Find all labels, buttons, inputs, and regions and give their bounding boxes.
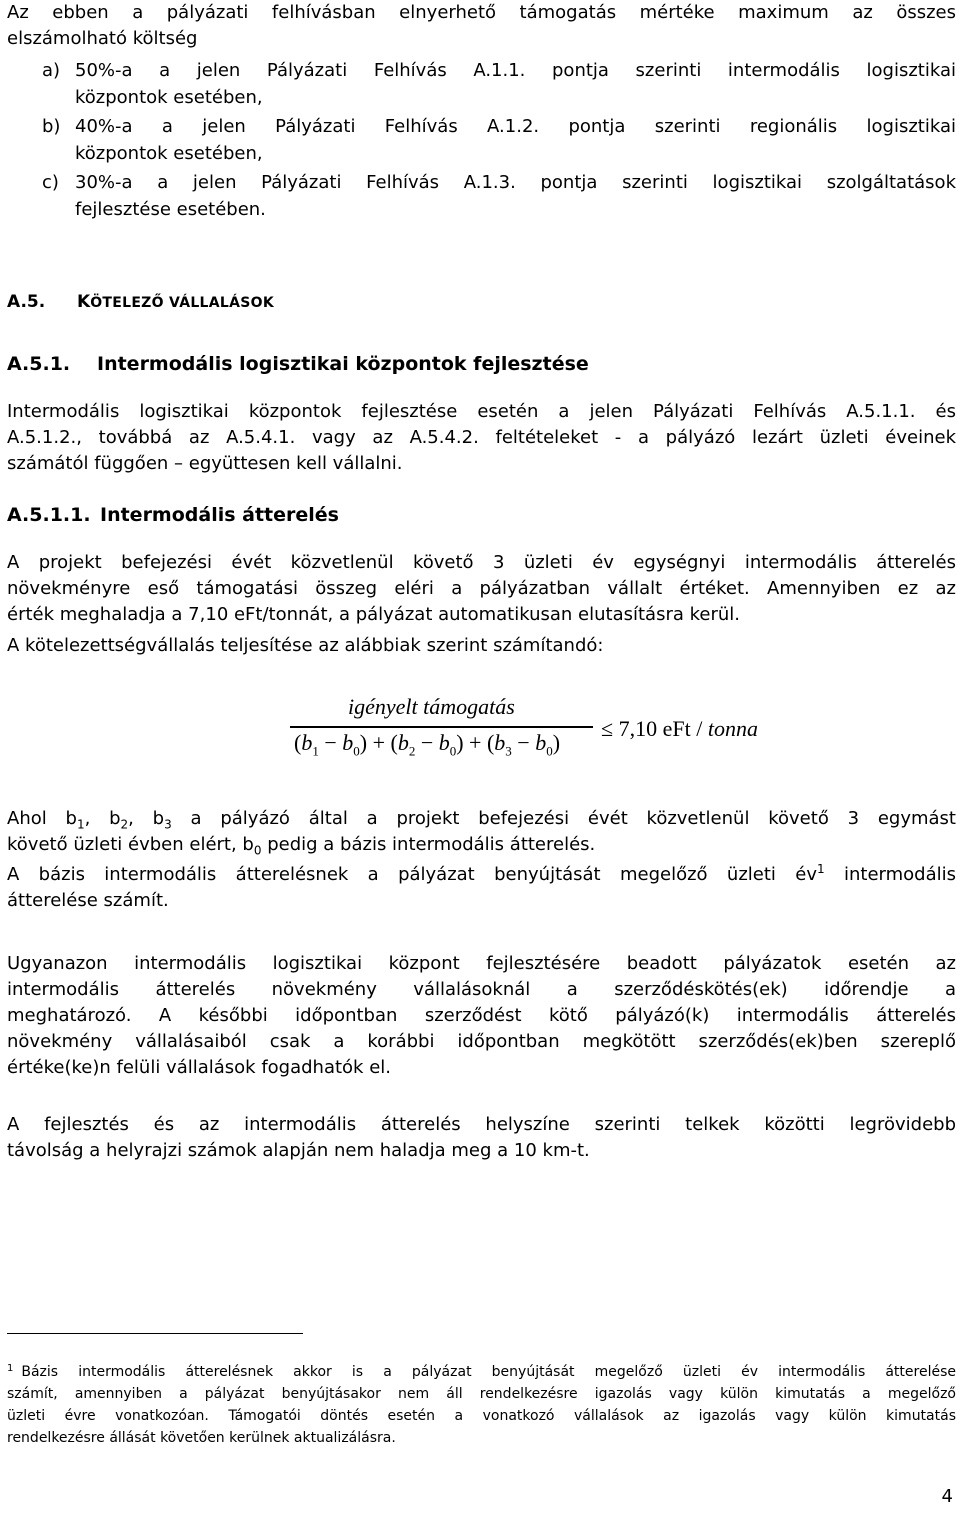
- paragraph-intermodal-conditions: Intermodális logisztikai központok fejlesztése esetén a jelen Pályázati Felhívás A.5.1.1. és A.5.1.2., továbbá az A.5.4.1. vagy az A.5.4.2. feltételeket - a pályázó lezárt üzleti éveinek számától függően – együttesen kell vállalni.: [7, 401, 956, 474]
- paragraph-variable-definition: Ahol $b_1$, $b_2$, $b_3$ a pályázó által a projekt befejezési évét közvetlenül követő 3 egymást követő üzleti évben elért, $b_0$ pedig a bázis intermodális átterelés.: [7, 808, 956, 858]
- list-item-a: a) 50%-a a jelen Pályázati Felhívás A.1.1. pontja szerinti intermodális logisztikai központok esetében,: [42, 60, 956, 108]
- subsection-heading-2: A.5.1.1. Intermodális átterelés: [7, 504, 339, 526]
- page-number: 4: [941, 1486, 953, 1507]
- subsection-heading-1: A.5.1. Intermodális logisztikai központok fejlesztése: [7, 353, 589, 375]
- list-item-b: b) 40%-a a jelen Pályázati Felhívás A.1.2. pontja szerinti regionális logisztikai központok esetében,: [42, 116, 956, 164]
- paragraph-project-completion: A projekt befejezési évét közvetlenül követő 3 üzleti év egységnyi intermodális átterelés növekményre eső támogatási összeg eléri a pályázatban vállalt értéket. Amennyiben ez az érték meghaladja a 7,10 eFt/tonnát, a pályázat automatikusan elutasításra kerül.: [7, 552, 956, 625]
- section-heading: A.5. KÖTELEZŐ VÁLLALÁSOK: [7, 292, 274, 312]
- fraction-bar: [290, 726, 593, 728]
- formula: [290, 690, 810, 770]
- paragraph-same-center: Ugyanazon intermodális logisztikai központ fejlesztésére beadott pályázatok esetén az intermodális átterelés növekmény vállalásoknál a szerződéskötés(ek) időrendje a meghatározó. A későbbi időpontban szerződést kötő pályázó(k) intermodális átterelés növekmény vállalásaiból csak a korábbi időpontban megkötött szerződés(ek)ben szereplő értéke(ke)n felüli vállalások fogadhatók el.: [7, 953, 956, 1078]
- paragraph-calculation-intro: A kötelezettségvállalás teljesítése az alábbiak szerint számítandó:: [7, 635, 604, 656]
- footnote-reference[interactable]: 1: [816, 862, 825, 876]
- paragraph-distance: A fejlesztés és az intermodális átterelés helyszíne szerinti telkek közötti legrövidebb távolság a helyrajzi számok alapján nem haladja meg a 10 km-t.: [7, 1114, 956, 1161]
- footnote-marker: 1: [7, 1363, 14, 1374]
- footnote: $^1$ Bázis intermodális átterelésnek akkor is a pályázat benyújtását megelőző üzleti év intermodális átterelése számít, amennyiben a pályázat benyújtásakor nem áll rendelkezésre igazolás vagy külön kimutatás a megelőző üzleti évre vonatkozóan. Támogatói döntés esetén a vonatkozó vállalások az igazolás vagy külön kimutatás rendelkezésre állását követően kerülnek aktualizálásra.: [7, 1363, 956, 1446]
- formula-right-side: ≤ 7,10 eFt / tonna: [601, 716, 758, 741]
- footnote-separator: [7, 1333, 303, 1334]
- list-item-c: c) 30%-a a jelen Pályázati Felhívás A.1.3. pontja szerinti logisztikai szolgáltatások fejlesztése esetében.: [42, 172, 956, 220]
- intro-paragraph: Az ebben a pályázati felhívásban elnyerhető támogatás mértéke maximum az összes elszámolható költség: [7, 2, 956, 49]
- formula-denominator: $(b_1 - b_0) + (b_2 - b_0) + (b_3 - b_0)$: [294, 730, 561, 759]
- paragraph-base-transfer: A bázis intermodális átterelésnek a pályázat benyújtását megelőző üzleti $év^1$ intermodális átterelése számít.: [7, 862, 956, 911]
- formula-numerator: igényelt támogatás: [348, 694, 515, 719]
